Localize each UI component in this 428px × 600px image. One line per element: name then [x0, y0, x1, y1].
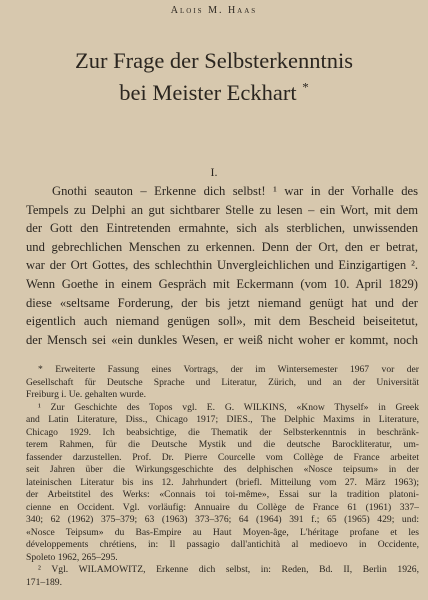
- footnote-2-line: 171–189.: [26, 576, 62, 588]
- footnotes: [26, 364, 419, 589]
- footnote-1-line: Chicago 1929. Ich beabsichtige, die Thematik der Selbsterkenntnis in beschränk-: [26, 426, 419, 438]
- footnote-1-line: lateinischen Literatur bis ins 12. Jahrhundert (briefl. Mitteilung vom 27. März 1963);: [26, 476, 419, 488]
- title-line-2: [0, 77, 428, 109]
- section-number: I.: [210, 165, 218, 179]
- title-line-1: Zur Frage der Selbsterkenntnis: [74, 48, 354, 73]
- footnote-1-line: fassender darzustellen. Prof. Dr. Pierre Courcelle vom Collège de France arbeitet: [26, 451, 419, 463]
- footnote-star-line: Freiburg i. Ue. gehalten wurde.: [26, 389, 146, 400]
- footnote-1-line: cienne en Occident. Vgl. vorläufig: Annuaire du Collège de France 61 (1961) 337–: [26, 501, 419, 513]
- title-footnote-marker: *: [302, 79, 309, 95]
- footnote-1-line: der Arbeitstitel des Werks: «Connais toi toi-même», Essai sur la tradition platoni-: [26, 489, 419, 500]
- running-header-author: Alois M. Haas: [170, 5, 258, 16]
- body-line: Gnothi seauton – Erkenne dich selbst! ¹ war in der Vorhalle des: [52, 184, 418, 198]
- body-line: eigentlich auch niemand genügen soll», mit dem Bescheid beiseitetut,: [26, 314, 418, 329]
- footnote-1-line: and Latin Literature, Diss., Chicago 1917; DIES., The Delphic Maxims in Literature,: [26, 414, 419, 425]
- body-line: diese «seltsame Forderung, der bis jetzt niemand genügt hat und der: [26, 295, 418, 310]
- body-line: Wenn Goethe in einem Gespräch mit Eckermann (vom 10. April 1829): [26, 276, 418, 291]
- body-line: war der Ort Gottes, des schlechthin Unvergleichlichen und Einzigartigen ².: [26, 258, 418, 273]
- footnote-1-line: 340; 62 (1962) 375–379; 63 (1963) 373–376; 64 (1964) 391 f.; 65 (1965) 429; und:: [26, 514, 419, 525]
- footnote-1-line: «Nosce Teipsum» du Bas-Empire au Haut Moyen-âge, L'héritage profane et les: [26, 526, 419, 538]
- body-line: Tempels zu Delphi an gut sichtbarer Stelle zu lesen – ein Wort, mit dem: [26, 202, 418, 217]
- footnote-1-line: Spoleto 1962, 265–295.: [26, 551, 118, 563]
- footnote-1-line: seit Jahren über die Wirkungsgeschichte des delphischen «Nosce teipsum» in der: [26, 464, 419, 475]
- footnote-star-line: * Erweiterte Fassung eines Vortrags, der im Wintersemester 1967 vor der: [38, 364, 419, 375]
- footnote-1-line: ¹ Zur Geschichte des Topos vgl. E. G. WILKINS, «Know Thyself» in Greek: [38, 401, 419, 413]
- footnote-2-line: ² Vgl. WILAMOWITZ, Erkenne dich selbst, in: Reden, Bd. II, Berlin 1926,: [38, 564, 419, 575]
- article-title: [0, 45, 428, 109]
- body-line: der Mensch sei «ein dunkles Wesen, er weiß nicht woher er kommt, noch: [26, 332, 418, 347]
- footnote-star-line: Gesellschaft für Deutsche Sprache und Literatur, Zürich, und an der Universität: [26, 376, 419, 388]
- footnote-1-line: terem Rahmen, für die Deutsche Mystik und die deutsche Barockliteratur, um-: [26, 439, 419, 450]
- body-line: der Gott den Eintretenden ermahnte, sich als sterblichen, unwissenden: [26, 221, 418, 236]
- body-line: und gebrechlichen Menschen zu erkennen. Denn der Ort, den er betrat,: [26, 239, 418, 254]
- body-text: [26, 182, 418, 349]
- footnote-1-line: développements chrétiens, in: Il passagio dall'antichità al medioevo in Occidente,: [26, 539, 419, 550]
- title-line-2-text: bei Meister Eckhart: [119, 80, 297, 105]
